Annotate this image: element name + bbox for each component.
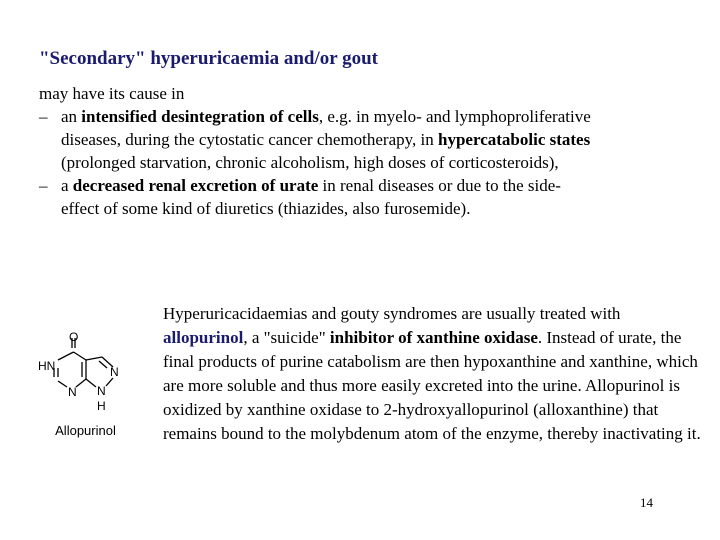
bullet-cell-desintegration	[39, 105, 709, 174]
inhibitor-term: inhibitor of xanthine oxidase	[329, 328, 538, 347]
ring-bond	[99, 361, 107, 368]
bullet-dash: –	[39, 107, 48, 126]
ring-bond	[76, 379, 86, 387]
atom-hn: HN	[38, 359, 56, 373]
atom-nitrogen: N	[68, 385, 77, 399]
paragraph-text: Hyperuricacidaemias and gouty syndromes are usually treated with	[163, 304, 621, 323]
bullet-text: (prolonged starvation, chronic alcoholism, high doses of corticosteroids),	[61, 153, 559, 172]
ring-bond	[86, 357, 102, 360]
molecule-label: Allopurinol	[55, 423, 116, 438]
bullet-text: in renal diseases or due to the side-	[318, 176, 561, 195]
atom-nitrogen: N	[110, 365, 119, 379]
bullet-text: a	[61, 176, 73, 195]
paragraph-text: , a "suicide"	[243, 328, 330, 347]
ring-bond	[74, 352, 87, 360]
ring-bond	[86, 379, 96, 387]
atom-oxygen: O	[69, 330, 79, 344]
intro-text: may have its cause in	[39, 84, 185, 103]
bullet-emphasis: intensified desintegration of cells	[81, 107, 319, 126]
bullet-text: , e.g. in myelo- and lymphoproliferative	[318, 107, 591, 126]
bullet-text: effect of some kind of diuretics (thiazides, also furosemide).	[61, 199, 471, 218]
paragraph-text: . Instead of urate, the final products of purine catabolism are then hypoxanthine and xanthine, which are more soluble and thus more easily excreted into the urine. Allopurinol is oxidized by xanthine oxidase to 2-hydroxyallopurinol (alloxanthine) that remains bound to the molybdenum atom of the enzyme, thereby inactivating it.	[163, 328, 701, 443]
page-number: 14	[640, 495, 653, 510]
causes-section	[39, 82, 709, 220]
ring-bond	[58, 381, 67, 387]
allopurinol-term: allopurinol	[163, 328, 244, 347]
bullet-text: diseases, during the cytostatic cancer chemotherapy, in	[61, 130, 439, 149]
ring-bond	[106, 378, 113, 386]
bullet-text: an	[61, 107, 82, 126]
ring-bond	[58, 352, 74, 360]
treatment-paragraph	[163, 302, 708, 446]
bullet-dash: –	[39, 176, 48, 195]
allopurinol-structure	[34, 330, 144, 420]
atom-nitrogen: N	[97, 384, 106, 398]
atom-hydrogen: H	[97, 399, 106, 413]
bullet-emphasis: hypercatabolic states	[438, 130, 591, 149]
slide-title: "Secondary" hyperuricaemia and/or gout	[39, 48, 378, 69]
bullet-emphasis: decreased renal excretion of urate	[72, 176, 319, 195]
bullet-renal-excretion	[39, 174, 709, 220]
